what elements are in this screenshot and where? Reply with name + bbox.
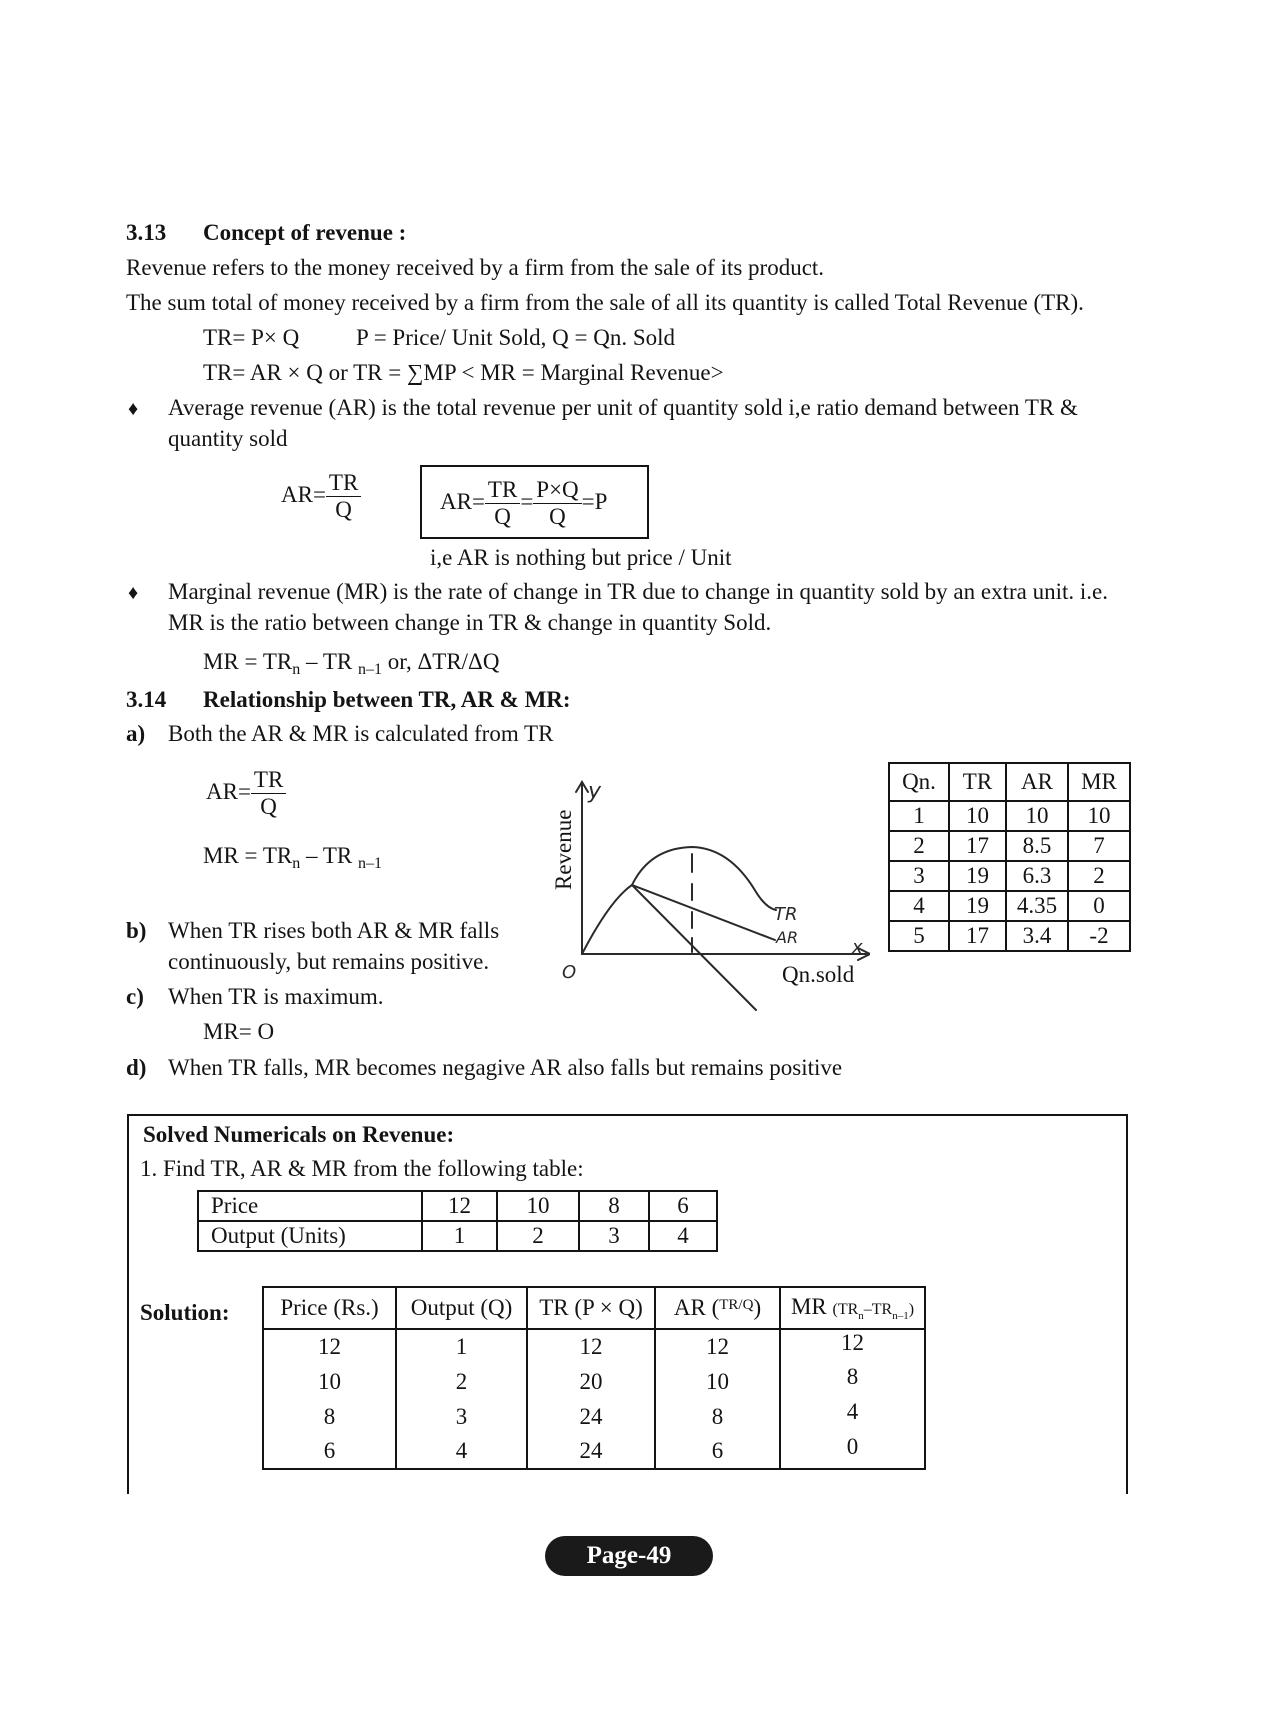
solution-row	[263, 1329, 925, 1364]
section-number-3-14: 3.14	[126, 687, 167, 712]
tr-over-q-fraction	[485, 477, 520, 530]
qty-table-cell: 2	[1068, 861, 1130, 891]
ar-price-note: i,e AR is nothing but price / Unit	[430, 545, 732, 570]
solved-numericals-title: Solved Numericals on Revenue:	[143, 1122, 455, 1147]
mr-formula-part-b: – TR	[300, 843, 358, 868]
solution-row	[263, 1434, 925, 1469]
quantity-revenue-table	[888, 762, 1131, 952]
equals-p: =P	[581, 488, 608, 514]
mr-formula-part-c: or, ΔTR/ΔQ	[381, 649, 500, 674]
mr-subscript-n: n	[292, 661, 301, 678]
mr-header-a: MR	[790, 1294, 833, 1319]
tr-ar-formula: TR= AR × Q or TR = ∑MP < MR = Marginal Revenue>	[203, 360, 724, 385]
solution-price-cell: 6	[263, 1434, 396, 1469]
mr-formula-part-a: MR = TR	[203, 843, 293, 868]
qty-table-header-cell: TR	[949, 763, 1006, 801]
ar-line-label: AR	[776, 928, 799, 947]
solution-label: Solution:	[140, 1300, 230, 1325]
fraction-denominator: Q	[335, 497, 352, 522]
section-title-relationship: Relationship between TR, AR & MR:	[203, 687, 571, 712]
question-1: 1. Find TR, AR & MR from the following table:	[140, 1156, 584, 1181]
mr-formula-part-a: MR = TR	[203, 649, 293, 674]
price-cell: 10	[497, 1191, 579, 1221]
item-b-text-line1: When TR rises both AR & MR falls	[168, 918, 500, 943]
revenue-definition: Revenue refers to the money received by a firm from the sale of its product.	[126, 255, 825, 280]
solution-row	[263, 1364, 925, 1399]
solution-mr-cell: 4	[780, 1399, 925, 1434]
qty-table-cell: 17	[949, 921, 1006, 951]
bullet-icon: ♦	[128, 398, 139, 420]
qty-table-cell: 10	[949, 801, 1006, 831]
qty-table-cell: 10	[1006, 801, 1068, 831]
section-title-concept-of-revenue: Concept of revenue :	[203, 220, 407, 245]
solution-mr-cell: 0	[780, 1434, 925, 1469]
qty-table-cell: 19	[949, 891, 1006, 921]
ar-definition-line1: Average revenue (AR) is the total revenue per unit of quantity sold i,e ratio demand between TR &	[168, 395, 1078, 420]
solution-ar-cell: 10	[655, 1364, 780, 1399]
x-axis-label: Qn.sold	[782, 962, 855, 987]
solution-tr-cell: 12	[527, 1329, 655, 1364]
output-cell: 1	[422, 1221, 497, 1251]
item-c-text: When TR is maximum.	[168, 984, 384, 1009]
solution-ar-cell: 8	[655, 1399, 780, 1434]
qty-table-cell: 2	[889, 831, 949, 861]
qty-table-cell: 3	[889, 861, 949, 891]
solution-price-cell: 10	[263, 1364, 396, 1399]
tr-curve-label: TR	[774, 904, 798, 925]
mr-header-c: n	[858, 1310, 864, 1322]
ar-header-a: AR (	[673, 1295, 720, 1320]
item-b-text-line2: continuously, but remains positive.	[168, 949, 490, 974]
price-row-label: Price	[198, 1191, 422, 1221]
solution-output-cell: 4	[396, 1434, 527, 1469]
ar-header-tr-q: TR/Q	[719, 1297, 754, 1313]
output-row-label: Output (Units)	[198, 1221, 422, 1251]
qty-table-row	[889, 801, 1130, 831]
output-cell: 2	[497, 1221, 579, 1251]
fraction-denominator: Q	[260, 794, 277, 819]
mr-header-b: (TR	[832, 1301, 859, 1318]
fraction-numerator: TR	[251, 767, 286, 794]
origin-label: O	[562, 962, 577, 983]
output-q-header: Output (Q)	[396, 1287, 527, 1329]
ar-definition-line2: quantity sold	[168, 426, 288, 451]
ar-header-c: )	[753, 1295, 762, 1320]
solution-row	[263, 1399, 925, 1434]
fraction-denominator: Q	[494, 504, 511, 529]
solution-tr-cell: 24	[527, 1434, 655, 1469]
qty-table-cell: 10	[1068, 801, 1130, 831]
mr-header	[780, 1287, 925, 1329]
qty-table-row	[889, 891, 1130, 921]
qty-table-cell: 4.35	[1006, 891, 1068, 921]
item-b-label: b)	[126, 918, 147, 943]
item-a-label: a)	[126, 721, 146, 746]
qty-table-row	[889, 921, 1130, 951]
fraction-numerator: TR	[485, 477, 520, 504]
price-cell: 6	[649, 1191, 717, 1221]
solution-mr-cell: 8	[780, 1364, 925, 1399]
ar-formula-small	[206, 767, 286, 820]
ar-lhs-boxed: AR=	[440, 488, 485, 514]
solution-table	[262, 1286, 926, 1470]
solution-ar-cell: 12	[655, 1329, 780, 1364]
tr-header: TR (P × Q)	[527, 1287, 655, 1329]
price-rs-header: Price (Rs.)	[263, 1287, 396, 1329]
item-c-label: c)	[126, 984, 144, 1009]
mr-formula	[203, 648, 499, 684]
qty-table-cell: 0	[1068, 891, 1130, 921]
item-d-label: d)	[126, 1055, 147, 1080]
tr-curve	[582, 847, 776, 954]
tr-formula-note: P = Price/ Unit Sold, Q = Qn. Sold	[356, 325, 676, 350]
qty-table-cell: 6.3	[1006, 861, 1068, 891]
fraction-denominator: Q	[549, 504, 566, 529]
qty-table-cell: 17	[949, 831, 1006, 861]
tr-over-q-fraction	[326, 470, 361, 523]
solution-ar-cell: 6	[655, 1434, 780, 1469]
bullet-icon: ♦	[128, 582, 139, 604]
given-price-output-table	[197, 1190, 718, 1252]
ar-line	[632, 885, 775, 940]
qty-table-header-cell: Qn.	[889, 763, 949, 801]
ar-header	[655, 1287, 780, 1329]
item-c-formula: MR= O	[203, 1019, 275, 1044]
price-row	[198, 1191, 717, 1221]
mr-subscript-n1: n–1	[357, 661, 382, 678]
qty-table-cell: 4	[889, 891, 949, 921]
ar-lhs: AR=	[206, 778, 251, 804]
qty-table-cell: 3.4	[1006, 921, 1068, 951]
solution-tr-cell: 20	[527, 1364, 655, 1399]
mr-header-d: –TR	[863, 1301, 893, 1318]
mr-formula-part-b: – TR	[300, 649, 358, 674]
qty-table-cell: 19	[949, 861, 1006, 891]
solution-price-cell: 12	[263, 1329, 396, 1364]
qty-table-header-cell: MR	[1068, 763, 1130, 801]
ar-lhs: AR=	[281, 481, 326, 507]
qty-table-row	[889, 831, 1130, 861]
tr-over-q-fraction	[251, 767, 286, 820]
qty-table-cell: 8.5	[1006, 831, 1068, 861]
mr-header-f: )	[908, 1301, 915, 1318]
price-cell: 12	[422, 1191, 497, 1221]
solution-tr-cell: 24	[527, 1399, 655, 1434]
mr-definition-line1: Marginal revenue (MR) is the rate of change in TR due to change in quantity sold by an extra unit. i.e.	[168, 579, 1108, 604]
mr-subscript-n1: n–1	[357, 855, 382, 872]
tr-formula: TR= P× Q	[203, 325, 300, 350]
mr-formula-repeat	[203, 842, 382, 878]
fraction-numerator: TR	[326, 470, 361, 497]
mr-definition-line2: MR is the ratio between change in TR & change in quantity Sold.	[168, 610, 772, 635]
mr-header-e: n–1	[892, 1310, 909, 1322]
solution-output-cell: 2	[396, 1364, 527, 1399]
output-cell: 4	[649, 1221, 717, 1251]
ar-equals-price-formula	[440, 477, 607, 530]
y-axis-mark: y	[588, 779, 602, 804]
item-d-text: When TR falls, MR becomes negagive AR also falls but remains positive	[168, 1055, 843, 1080]
qty-table-header-cell: AR	[1006, 763, 1068, 801]
equals-sign: =	[520, 488, 534, 514]
solution-mr-cell: 12	[780, 1329, 925, 1364]
qty-table-cell: -2	[1068, 921, 1130, 951]
section-number-3-13: 3.13	[126, 220, 167, 245]
output-cell: 3	[579, 1221, 649, 1251]
fraction-numerator: P×Q	[533, 477, 581, 504]
ar-formula	[281, 470, 361, 523]
output-row	[198, 1221, 717, 1251]
qty-table-row	[889, 861, 1130, 891]
qty-table-header-row	[889, 763, 1130, 801]
pxq-over-q-fraction	[533, 477, 581, 530]
mr-line	[632, 885, 756, 1010]
mr-subscript-n: n	[292, 855, 301, 872]
qty-table-cell: 5	[889, 921, 949, 951]
solution-price-cell: 8	[263, 1399, 396, 1434]
solution-output-cell: 1	[396, 1329, 527, 1364]
solution-output-cell: 3	[396, 1399, 527, 1434]
item-a-text: Both the AR & MR is calculated from TR	[168, 721, 554, 746]
solution-header-row	[263, 1287, 925, 1329]
price-cell: 8	[579, 1191, 649, 1221]
qty-table-cell: 1	[889, 801, 949, 831]
y-axis-label: Revenue	[551, 809, 576, 890]
page-number-badge: Page-49	[545, 1536, 713, 1576]
x-axis-mark: x	[852, 937, 863, 958]
qty-table-cell: 7	[1068, 831, 1130, 861]
total-revenue-definition: The sum total of money received by a firm from the sale of all its quantity is called Total Revenue (TR).	[126, 290, 1084, 315]
